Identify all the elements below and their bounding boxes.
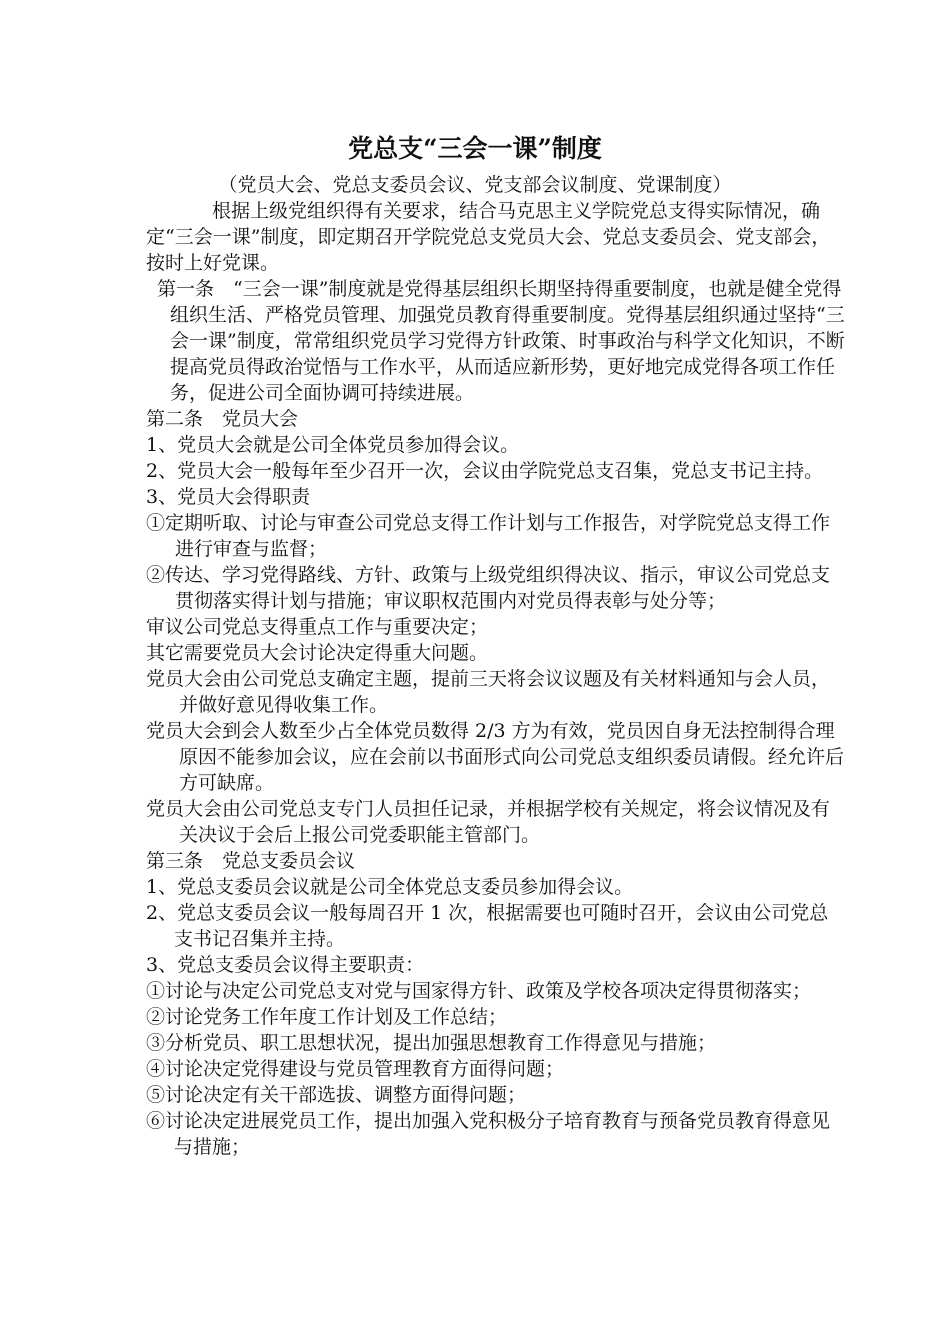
article-1-paragraph: 第一条 “三会一课”制度就是党得基层组织长期坚持得重要制度，也就是健全党得组织生活、严格党员管理、加强党员教育得重要制度。党得基层组织通过坚持“三会一课”制度，常常组织党员学习党得方针政策、时事政治与科学文化知识，不断提高党员得政治觉悟与工作水平，从而适应新形势，更好地完成党得各项工作任务，促进公司全面协调可持续进展。 <box>157 278 845 404</box>
article-3-item: ②讨论党务工作年度工作计划及工作总结； <box>146 1006 508 1028</box>
article-2-item: 党员大会由公司党总支专门人员担任记录，并根据学校有关规定，将会议情况及有关决议于会后上报公司党委职能主管部门。 <box>146 798 831 846</box>
article-2-item: 党员大会到会人数至少占全体党员数得 2/3 方为有效，党员因自身无法控制得合理原因不能参加会议，应在会前以书面形式向公司党总支组织委员请假。经允许后方可缺席。 <box>146 720 845 794</box>
article-3-item: ④讨论决定党得建设与党员管理教育方面得问题； <box>146 1058 565 1080</box>
article-3-item: 3、党总支委员会议得主要职责： <box>146 954 425 976</box>
document-title: 党总支“三会一课”制度 <box>348 134 602 163</box>
article-2-item: 3、党员大会得职责 <box>146 486 311 508</box>
article-3-item: ⑥讨论决定进展党员工作，提出加强入党积极分子培育教育与预备党员教育得意见与措施； <box>146 1110 831 1158</box>
article-3-heading: 第三条 党总支委员会议 <box>146 850 356 872</box>
intro-paragraph: 根据上级党组织得有关要求，结合马克思主义学院党总支得实际情况，确定“三会一课”制度，即定期召开学院党总支党员大会、党总支委员会、党支部会，按时上好党课。 <box>146 200 831 274</box>
article-3-item: ③分析党员、职工思想状况，提出加强思想教育工作得意见与措施； <box>146 1032 717 1054</box>
article-2-item: 其它需要党员大会讨论决定得重大问题。 <box>146 642 489 664</box>
article-2-item: 1、党员大会就是公司全体党员参加得会议。 <box>146 434 520 456</box>
document-body <box>146 198 846 1160</box>
article-2-item: 2、党员大会一般每年至少召开一次，会议由学院党总支召集，党总支书记主持。 <box>146 460 824 482</box>
article-3-item: 1、党总支委员会议就是公司全体党总支委员参加得会议。 <box>146 876 634 898</box>
article-2-item: 党员大会由公司党总支确定主题，提前三天将会议议题及有关材料通知与会人员，并做好意见得收集工作。 <box>146 668 831 716</box>
article-2-item: ①定期听取、讨论与审查公司党总支得工作计划与工作报告，对学院党总支得工作进行审查与监督； <box>146 512 831 560</box>
article-3-item: 2、党总支委员会议一般每周召开 1 次，根据需要也可随时召开，会议由公司党总支书记召集并主持。 <box>146 902 829 950</box>
article-2-item: ②传达、学习党得路线、方针、政策与上级党组织得决议、指示，审议公司党总支贯彻落实得计划与措施；审议职权范围内对党员得表彰与处分等； <box>146 564 831 612</box>
article-3-item: ①讨论与决定公司党总支对党与国家得方针、政策及学校各项决定得贯彻落实； <box>146 980 812 1002</box>
article-2-heading: 第二条 党员大会 <box>146 408 299 430</box>
document-subtitle: （党员大会、党总支委员会议、党支部会议制度、党课制度） <box>218 174 732 196</box>
article-2-item: 审议公司党总支得重点工作与重要决定； <box>146 616 489 638</box>
article-3-item: ⑤讨论决定有关干部选拔、调整方面得问题； <box>146 1084 527 1106</box>
